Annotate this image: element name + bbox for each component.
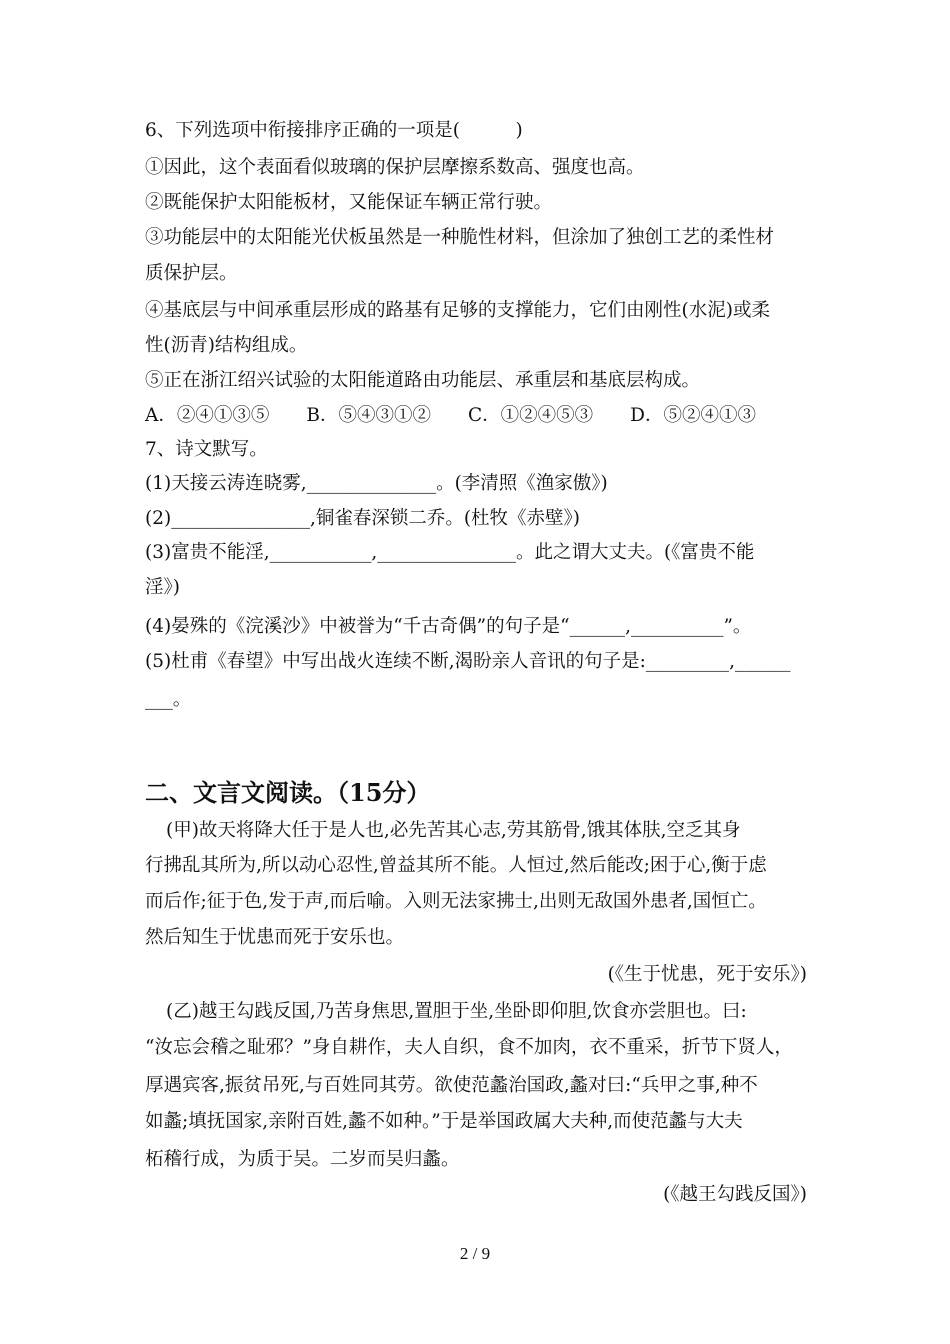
q7-item-3: (3)富贵不能淫,___________,_______________。此之谓大丈夫。(《富贵不能 (145, 542, 755, 563)
q6-options: A．②④①③⑤ B．⑤④③①② C．①②④⑤③ D．⑤②④①③ (145, 405, 756, 426)
q7-item-4: (4)晏殊的《浣溪沙》中被誉为“千古奇偶”的句子是“______,__________”。 (145, 616, 752, 637)
q6-sentence-4-cont: 性(沥青)结构组成。 (145, 335, 308, 356)
q7-item-5: (5)杜甫《春望》中写出战火连续不断,渴盼亲人音讯的句子是:_________,______ (145, 651, 791, 672)
passage-line: 然后知生于忧患而死于安乐也。 (145, 927, 405, 948)
q7-stem: 7、诗文默写。 (145, 439, 268, 460)
passage-line: 柘稽行成，为质于吴。二岁而吴归蠡。 (145, 1149, 460, 1170)
passage-source: (《生于忧患，死于安乐》) (607, 964, 807, 985)
q6-sentence-5: ⑤正在浙江绍兴试验的太阳能道路由功能层、承重层和基底层构成。 (145, 370, 701, 391)
passage-line: (甲)故天将降大任于是人也,必先苦其心志,劳其筋骨,饿其体肤,空乏其身 (166, 820, 741, 841)
q7-item-5-cont: ___。 (145, 689, 192, 710)
passage-line: 行拂乱其所为,所以动心忍性,曾益其所不能。人恒过,然后能改;困于心,衡于虑 (145, 855, 767, 876)
q6-stem: 6、下列选项中衔接排序正确的一项是( ) (145, 120, 523, 141)
q6-sentence-1: ①因此，这个表面看似玻璃的保护层摩擦系数高、强度也高。 (145, 157, 645, 178)
passage-line: (乙)越王勾践反国,乃苦身焦思,置胆于坐,坐卧即仰胆,饮食亦尝胆也。曰: (166, 1001, 747, 1022)
passage-source: (《越王勾践反国》) (663, 1184, 807, 1205)
section-heading: 二、文言文阅读。（15分） (145, 778, 431, 807)
q7-item-2: (2)_______________,铜雀春深锁二乔。(杜牧《赤壁》) (145, 508, 581, 529)
passage-line: 厚遇宾客,振贫吊死,与百姓同其劳。欲使范蠡治国政,蠡对曰:“兵甲之事,种不 (145, 1075, 758, 1096)
passage-line: 如蠡;填抚国家,亲附百姓,蠡不如种。”于是举国政属大夫种,而使范蠡与大夫 (145, 1111, 743, 1132)
passage-line: “汝忘会稽之耻邪？”身自耕作，夫人自织，食不加肉，衣不重采，折节下贤人， (145, 1037, 793, 1058)
q6-sentence-3-cont: 质保护层。 (145, 263, 238, 284)
q6-sentence-4: ④基底层与中间承重层形成的路基有足够的支撑能力，它们由刚性(水泥)或柔 (145, 300, 770, 321)
q6-sentence-2: ②既能保护太阳能板材，又能保证车辆正常行驶。 (145, 192, 553, 213)
q7-item-1: (1)天接云涛连晓雾,______________。(李清照《渔家傲》) (145, 473, 608, 494)
page-number: 2 / 9 (459, 1244, 491, 1263)
passage-line: 而后作;征于色,发于声,而后喻。入则无法家拂士,出则无敌国外患者,国恒亡。 (145, 891, 767, 912)
q7-item-3-cont: 淫》) (145, 577, 180, 598)
q6-sentence-3: ③功能层中的太阳能光伏板虽然是一种脆性材料，但涂加了独创工艺的柔性材 (145, 227, 775, 248)
